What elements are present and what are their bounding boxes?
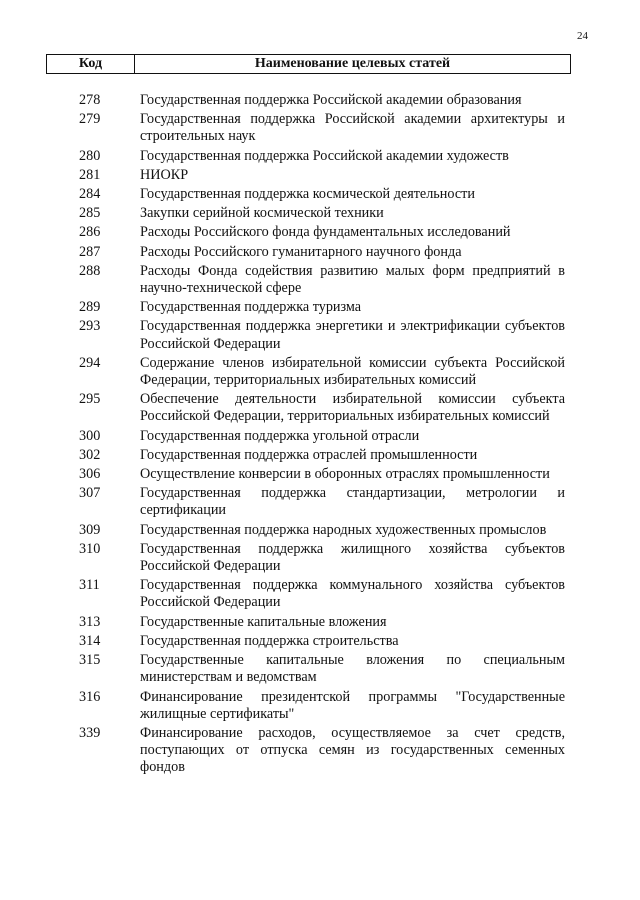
table-row <box>46 633 571 650</box>
row-name: Закупки серийной космической техники <box>140 205 384 222</box>
row-code: 310 <box>79 540 101 557</box>
row-code: 307 <box>79 485 101 502</box>
row-name: Государственная поддержка туризма <box>140 299 362 316</box>
row-name: Государственная поддержка космической деятельности <box>140 186 475 203</box>
row-code: 295 <box>79 391 101 408</box>
row-code: 293 <box>79 318 101 335</box>
table-row <box>46 167 571 184</box>
table-row <box>46 577 571 611</box>
row-code: 280 <box>79 147 101 164</box>
table-header <box>46 54 571 74</box>
row-name: Финансирование расходов, осуществляемое за счет средств, поступающих от отпуска семян из государственных семенных фондов <box>140 724 565 776</box>
row-code: 281 <box>79 166 101 183</box>
row-name: Государственная поддержка угольной отрасли <box>140 427 420 444</box>
row-name: Расходы Российского гуманитарного научного фонда <box>140 243 462 260</box>
table-row <box>46 205 571 222</box>
row-name: Финансирование президентской программы "Государственные жилищные сертификаты" <box>140 688 565 722</box>
table-row <box>46 111 571 145</box>
row-name: Государственная поддержка строительства <box>140 632 399 649</box>
table-row <box>46 541 571 575</box>
row-name: Осуществление конверсии в оборонных отраслях промышленности <box>140 466 550 483</box>
row-name: Государственная поддержка Российской академии архитектуры и строительных наук <box>140 111 565 145</box>
row-name: Расходы Российского фонда фундаментальных исследований <box>140 224 511 241</box>
column-header-code: Код <box>47 55 135 73</box>
table-row <box>46 355 571 389</box>
row-code: 288 <box>79 262 101 279</box>
row-name: Государственная поддержка Российской академии художеств <box>140 147 509 164</box>
row-code: 314 <box>79 632 101 649</box>
table-row <box>46 92 571 109</box>
table-row <box>46 522 571 539</box>
row-code: 315 <box>79 652 101 669</box>
row-name: Государственная поддержка энергетики и электрификации субъектов Российской Федерации <box>140 318 565 352</box>
table-row <box>46 391 571 425</box>
page-number: 24 <box>577 30 588 42</box>
row-name: Расходы Фонда содействия развитию малых форм предприятий в научно-технической сфере <box>140 262 565 297</box>
table-row <box>46 318 571 352</box>
row-code: 300 <box>79 427 101 444</box>
table-row <box>46 224 571 241</box>
row-code: 316 <box>79 688 101 705</box>
row-name: Содержание членов избирательной комиссии субъекта Российской Федерации, территориальных избирательных комиссий <box>140 354 565 389</box>
row-code: 309 <box>79 521 101 538</box>
row-name: НИОКР <box>140 166 189 183</box>
table-row <box>46 447 571 464</box>
table-row <box>46 466 571 483</box>
table-row <box>46 652 571 686</box>
table-row <box>46 725 571 777</box>
row-code: 311 <box>79 577 100 594</box>
row-code: 285 <box>79 205 101 222</box>
table-row <box>46 614 571 631</box>
column-header-name: Наименование целевых статей <box>254 56 451 71</box>
row-code: 279 <box>79 111 101 128</box>
row-name: Государственная поддержка народных художественных промыслов <box>140 521 547 538</box>
row-code: 302 <box>79 446 101 463</box>
table-row <box>46 244 571 261</box>
row-code: 306 <box>79 466 101 483</box>
table-row <box>46 299 571 316</box>
table-row <box>46 186 571 203</box>
row-code: 294 <box>79 354 101 371</box>
row-code: 339 <box>79 724 101 741</box>
row-code: 278 <box>79 92 101 108</box>
row-name: Государственная поддержка коммунального хозяйства субъектов Российской Федерации <box>140 577 565 611</box>
table-row <box>46 263 571 297</box>
row-name: Обеспечение деятельности избирательной комиссии субъекта Российской Федерации, территориальных избирательных комиссий <box>140 391 565 425</box>
row-name: Государственная поддержка стандартизации, метрологии и сертификации <box>140 485 565 519</box>
table-row <box>46 689 571 723</box>
row-name: Государственные капитальные вложения по специальным министерствам и ведомствам <box>140 652 565 686</box>
row-code: 287 <box>79 243 101 260</box>
row-name: Государственная поддержка жилищного хозяйства субъектов Российской Федерации <box>140 540 565 575</box>
row-code: 286 <box>79 224 101 241</box>
row-code: 313 <box>79 613 101 630</box>
row-name: Государственная поддержка отраслей промышленности <box>140 446 478 463</box>
table-row <box>46 485 571 519</box>
row-name: Государственная поддержка Российской академии образования <box>140 92 522 108</box>
table-row <box>46 428 571 445</box>
row-code: 289 <box>79 299 101 316</box>
row-name: Государственные капитальные вложения <box>140 613 387 630</box>
row-code: 284 <box>79 186 101 203</box>
table-row <box>46 148 571 165</box>
target-items-list <box>46 92 571 779</box>
